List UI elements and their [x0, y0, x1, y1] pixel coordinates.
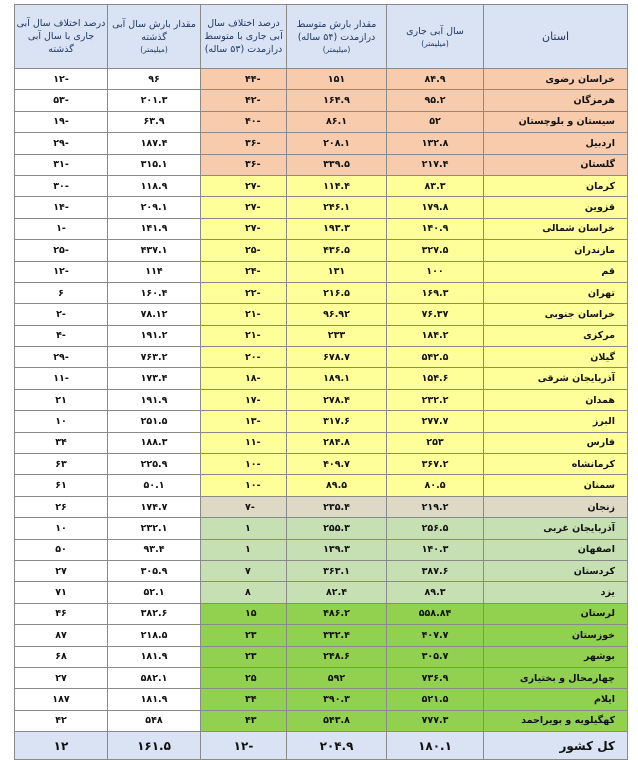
cell-prev: ۵۰.۱: [108, 475, 201, 496]
table-header: [15, 5, 628, 69]
cell-province: زنجان: [484, 496, 628, 517]
header-diff-avg: درصد اختلاف سال آبی جاری با متوسط درازمدت (۵۳ ساله): [201, 5, 287, 69]
cell-current: ۹۵.۲: [387, 90, 484, 111]
cell-prev: ۳۸۲.۶: [108, 603, 201, 624]
cell-diff-avg: -۷: [201, 496, 287, 517]
cell-province: کردستان: [484, 560, 628, 581]
cell-current: ۱۵۴.۶: [387, 368, 484, 389]
table-row: [15, 111, 628, 132]
cell-diff-prev: -۱۴: [15, 197, 108, 218]
cell-prev: ۷۸.۱۲: [108, 304, 201, 325]
cell-diff-avg: -۲۰: [201, 347, 287, 368]
cell-diff-avg: ۱۵: [201, 603, 287, 624]
cell-diff-prev: ۴۶: [15, 603, 108, 624]
cell-current: ۱۳۲.۸: [387, 133, 484, 154]
cell-avg: ۸۹.۵: [287, 475, 387, 496]
cell-province: فارس: [484, 432, 628, 453]
table-body: [15, 69, 628, 732]
header-province: استان: [484, 5, 628, 69]
cell-prev: ۱۹۱.۲: [108, 325, 201, 346]
cell-diff-prev: -۱۱: [15, 368, 108, 389]
cell-province: مرکزی: [484, 325, 628, 346]
cell-diff-prev: ۴۲: [15, 710, 108, 731]
header-prev-year: مقدار بارش سال آبی گذشته (میلیمتر): [108, 5, 201, 69]
cell-diff-prev: ۱۰: [15, 518, 108, 539]
cell-avg: ۳۳۲.۴: [287, 625, 387, 646]
cell-diff-avg: -۱۳: [201, 411, 287, 432]
cell-diff-prev: ۵۰: [15, 539, 108, 560]
cell-diff-prev: ۲۶: [15, 496, 108, 517]
cell-diff-avg: -۲۲: [201, 282, 287, 303]
cell-province: بوشهر: [484, 646, 628, 667]
cell-current: ۱۰۰: [387, 261, 484, 282]
cell-current: ۲۱۹.۲: [387, 496, 484, 517]
cell-diff-avg: -۳۶: [201, 133, 287, 154]
cell-diff-prev: -۱۲: [15, 69, 108, 90]
cell-province: آذربایجان شرقی: [484, 368, 628, 389]
cell-avg: ۲۴۶.۱: [287, 197, 387, 218]
cell-diff-avg: ۱: [201, 539, 287, 560]
cell-province: تهران: [484, 282, 628, 303]
cell-diff-avg: -۱۰: [201, 454, 287, 475]
cell-diff-avg: -۱۸: [201, 368, 287, 389]
cell-diff-avg: -۲۱: [201, 325, 287, 346]
cell-avg: ۴۸۶.۲: [287, 603, 387, 624]
cell-province: مازندران: [484, 240, 628, 261]
cell-diff-avg: -۳۶: [201, 154, 287, 175]
cell-diff-prev: -۲۹: [15, 347, 108, 368]
cell-diff-prev: -۳۰: [15, 175, 108, 196]
cell-province: کرمان: [484, 175, 628, 196]
cell-current: ۵۵۸.۸۴: [387, 603, 484, 624]
total-diff-prev: ۱۲: [15, 732, 108, 760]
cell-current: ۵۴۲.۵: [387, 347, 484, 368]
cell-province: آذربایجان غربی: [484, 518, 628, 539]
table-row: [15, 175, 628, 196]
cell-prev: ۱۸۱.۹: [108, 646, 201, 667]
cell-province: گلستان: [484, 154, 628, 175]
cell-prev: ۱۴۱.۹: [108, 218, 201, 239]
cell-province: قم: [484, 261, 628, 282]
cell-diff-avg: -۲۱: [201, 304, 287, 325]
cell-diff-avg: ۳۴: [201, 689, 287, 710]
cell-prev: ۱۶۰.۴: [108, 282, 201, 303]
table-row: [15, 240, 628, 261]
cell-avg: ۸۶.۱: [287, 111, 387, 132]
table-row: [15, 69, 628, 90]
cell-diff-avg: -۱۰: [201, 475, 287, 496]
cell-avg: ۱۹۳.۳: [287, 218, 387, 239]
cell-prev: ۱۸۷.۴: [108, 133, 201, 154]
cell-diff-prev: -۲۹: [15, 133, 108, 154]
cell-prev: ۷۶۳.۲: [108, 347, 201, 368]
cell-avg: ۲۰۸.۱: [287, 133, 387, 154]
cell-avg: ۸۲.۴: [287, 582, 387, 603]
cell-prev: ۵۲.۱: [108, 582, 201, 603]
cell-avg: ۲۷۸.۴: [287, 389, 387, 410]
cell-diff-avg: -۱۷: [201, 389, 287, 410]
cell-avg: ۵۹۲: [287, 667, 387, 688]
cell-prev: ۱۱۸.۹: [108, 175, 201, 196]
total-current: ۱۸۰.۱: [387, 732, 484, 760]
cell-current: ۵۲۱.۵: [387, 689, 484, 710]
table-row: [15, 325, 628, 346]
cell-diff-avg: -۲۷: [201, 175, 287, 196]
table-row: [15, 432, 628, 453]
rainfall-table-container: [14, 4, 627, 760]
cell-current: ۴۰۷.۷: [387, 625, 484, 646]
cell-diff-avg: ۲۳: [201, 646, 287, 667]
table-row: [15, 582, 628, 603]
cell-avg: ۴۳۶.۵: [287, 240, 387, 261]
cell-prev: ۹۳.۴: [108, 539, 201, 560]
table-row: [15, 282, 628, 303]
cell-avg: ۲۳۵.۴: [287, 496, 387, 517]
cell-prev: ۱۷۳.۴: [108, 368, 201, 389]
table-row: [15, 454, 628, 475]
cell-current: ۳۲۷.۵: [387, 240, 484, 261]
cell-prev: ۱۱۴: [108, 261, 201, 282]
cell-current: ۲۳۲.۲: [387, 389, 484, 410]
cell-current: ۲۵۳: [387, 432, 484, 453]
cell-current: ۲۵۶.۵: [387, 518, 484, 539]
table-row: [15, 539, 628, 560]
cell-current: ۸۰.۵: [387, 475, 484, 496]
cell-province: هرمزگان: [484, 90, 628, 111]
cell-diff-prev: ۲۱: [15, 389, 108, 410]
cell-diff-avg: -۲۵: [201, 240, 287, 261]
cell-avg: ۹۶.۹۲: [287, 304, 387, 325]
table-row: [15, 496, 628, 517]
cell-avg: ۲۱۶.۵: [287, 282, 387, 303]
cell-prev: ۱۷۴.۷: [108, 496, 201, 517]
cell-current: ۷۳۶.۹: [387, 667, 484, 688]
cell-province: کرمانشاه: [484, 454, 628, 475]
cell-prev: ۱۹۱.۹: [108, 389, 201, 410]
cell-current: ۳۶۷.۲: [387, 454, 484, 475]
cell-diff-prev: -۳۱: [15, 154, 108, 175]
cell-current: ۸۹.۳: [387, 582, 484, 603]
cell-prev: ۳۱۵.۱: [108, 154, 201, 175]
cell-diff-avg: ۴۳: [201, 710, 287, 731]
cell-diff-prev: ۱۸۷: [15, 689, 108, 710]
cell-avg: ۱۳۹.۳: [287, 539, 387, 560]
table-footer: [15, 732, 628, 760]
cell-current: ۸۴.۹: [387, 69, 484, 90]
cell-diff-avg: -۴۰: [201, 111, 287, 132]
cell-prev: ۲۰۱.۳: [108, 90, 201, 111]
table-row: [15, 154, 628, 175]
cell-diff-prev: -۱۲: [15, 261, 108, 282]
table-row: [15, 560, 628, 581]
cell-prev: ۶۳.۹: [108, 111, 201, 132]
cell-province: خراسان رضوی: [484, 69, 628, 90]
cell-current: ۱۴۰.۹: [387, 218, 484, 239]
cell-diff-avg: ۷: [201, 560, 287, 581]
cell-current: ۲۷۷.۷: [387, 411, 484, 432]
cell-diff-avg: ۱: [201, 518, 287, 539]
cell-diff-prev: ۶۳: [15, 454, 108, 475]
table-row: [15, 667, 628, 688]
cell-prev: ۹۶: [108, 69, 201, 90]
rainfall-table: [14, 4, 628, 760]
cell-current: ۵۲: [387, 111, 484, 132]
cell-diff-prev: ۲۷: [15, 667, 108, 688]
cell-current: ۳۸۷.۶: [387, 560, 484, 581]
cell-avg: ۱۸۹.۱: [287, 368, 387, 389]
cell-avg: ۴۰۹.۷: [287, 454, 387, 475]
cell-diff-avg: -۴۲: [201, 90, 287, 111]
cell-avg: ۲۵۵.۳: [287, 518, 387, 539]
cell-current: ۸۳.۳: [387, 175, 484, 196]
cell-province: سمنان: [484, 475, 628, 496]
cell-avg: ۱۱۴.۴: [287, 175, 387, 196]
cell-prev: ۲۰۹.۱: [108, 197, 201, 218]
table-row: [15, 518, 628, 539]
header-current-year: سال آبی جاری (میلیمتر): [387, 5, 484, 69]
cell-prev: ۲۲۵.۹: [108, 454, 201, 475]
cell-province: کهگیلویه و بویراحمد: [484, 710, 628, 731]
cell-avg: ۵۴۳.۸: [287, 710, 387, 731]
cell-current: ۱۷۹.۸: [387, 197, 484, 218]
cell-diff-prev: ۷۱: [15, 582, 108, 603]
cell-diff-prev: ۶۱: [15, 475, 108, 496]
cell-diff-prev: ۶: [15, 282, 108, 303]
cell-diff-prev: -۱۹: [15, 111, 108, 132]
cell-current: ۱۶۹.۳: [387, 282, 484, 303]
table-row: [15, 646, 628, 667]
table-row: [15, 90, 628, 111]
cell-province: البرز: [484, 411, 628, 432]
cell-province: یزد: [484, 582, 628, 603]
table-row: [15, 689, 628, 710]
cell-avg: ۱۳۱: [287, 261, 387, 282]
total-avg: ۲۰۴.۹: [287, 732, 387, 760]
cell-avg: ۱۶۴.۹: [287, 90, 387, 111]
cell-diff-avg: -۲۷: [201, 218, 287, 239]
header-diff-prev: درصد اختلاف سال آبی جاری با سال آبی گذشته: [15, 5, 108, 69]
table-row: [15, 475, 628, 496]
cell-diff-prev: -۴: [15, 325, 108, 346]
cell-diff-avg: ۸: [201, 582, 287, 603]
table-row: [15, 625, 628, 646]
table-row: [15, 603, 628, 624]
cell-avg: ۲۸۴.۸: [287, 432, 387, 453]
cell-diff-avg: ۲۵: [201, 667, 287, 688]
table-row: [15, 133, 628, 154]
total-row: [15, 732, 628, 760]
cell-diff-prev: ۸۷: [15, 625, 108, 646]
cell-avg: ۲۴۸.۶: [287, 646, 387, 667]
cell-province: خراسان جنوبی: [484, 304, 628, 325]
cell-province: گیلان: [484, 347, 628, 368]
cell-diff-avg: -۱۱: [201, 432, 287, 453]
cell-province: سیستان و بلوچستان: [484, 111, 628, 132]
cell-province: ایلام: [484, 689, 628, 710]
cell-current: ۱۴۰.۳: [387, 539, 484, 560]
cell-diff-avg: -۴۴: [201, 69, 287, 90]
cell-avg: ۲۳۳: [287, 325, 387, 346]
table-row: [15, 389, 628, 410]
cell-prev: ۱۸۸.۳: [108, 432, 201, 453]
cell-prev: ۲۵۱.۵: [108, 411, 201, 432]
cell-province: خوزستان: [484, 625, 628, 646]
table-row: [15, 710, 628, 731]
table-row: [15, 368, 628, 389]
cell-prev: ۵۸۲.۱: [108, 667, 201, 688]
cell-prev: ۱۸۱.۹: [108, 689, 201, 710]
cell-diff-avg: ۲۳: [201, 625, 287, 646]
cell-current: ۳۰۵.۷: [387, 646, 484, 667]
cell-prev: ۵۴۸: [108, 710, 201, 731]
cell-current: ۲۱۷.۴: [387, 154, 484, 175]
cell-province: لرستان: [484, 603, 628, 624]
cell-province: همدان: [484, 389, 628, 410]
cell-prev: ۲۳۲.۱: [108, 518, 201, 539]
table-row: [15, 261, 628, 282]
total-prev: ۱۶۱.۵: [108, 732, 201, 760]
table-row: [15, 197, 628, 218]
cell-current: ۱۸۴.۲: [387, 325, 484, 346]
cell-avg: ۳۱۷.۶: [287, 411, 387, 432]
cell-avg: ۱۵۱: [287, 69, 387, 90]
total-province: کل کشور: [484, 732, 628, 760]
cell-avg: ۶۷۸.۷: [287, 347, 387, 368]
cell-current: ۷۷۷.۳: [387, 710, 484, 731]
cell-province: خراسان شمالی: [484, 218, 628, 239]
cell-diff-prev: -۱: [15, 218, 108, 239]
header-avg-rain: مقدار بارش متوسط درازمدت (۵۴ ساله) (میلیمتر): [287, 5, 387, 69]
cell-province: چهارمحال و بختیاری: [484, 667, 628, 688]
cell-prev: ۴۳۷.۱: [108, 240, 201, 261]
total-diff-avg: -۱۲: [201, 732, 287, 760]
cell-province: قزوین: [484, 197, 628, 218]
cell-diff-avg: -۲۴: [201, 261, 287, 282]
cell-avg: ۳۳۹.۵: [287, 154, 387, 175]
cell-diff-avg: -۲۷: [201, 197, 287, 218]
cell-prev: ۳۰۵.۹: [108, 560, 201, 581]
table-row: [15, 347, 628, 368]
table-row: [15, 411, 628, 432]
table-row: [15, 304, 628, 325]
cell-diff-prev: ۶۸: [15, 646, 108, 667]
cell-diff-prev: -۲۵: [15, 240, 108, 261]
cell-province: اصفهان: [484, 539, 628, 560]
cell-diff-prev: -۵۳: [15, 90, 108, 111]
cell-current: ۷۶.۳۷: [387, 304, 484, 325]
cell-diff-prev: ۱۰: [15, 411, 108, 432]
cell-diff-prev: ۲۷: [15, 560, 108, 581]
cell-diff-prev: ۳۴: [15, 432, 108, 453]
table-row: [15, 218, 628, 239]
cell-diff-prev: -۲: [15, 304, 108, 325]
cell-province: اردبیل: [484, 133, 628, 154]
cell-avg: ۳۹۰.۳: [287, 689, 387, 710]
cell-prev: ۲۱۸.۵: [108, 625, 201, 646]
cell-avg: ۳۶۳.۱: [287, 560, 387, 581]
